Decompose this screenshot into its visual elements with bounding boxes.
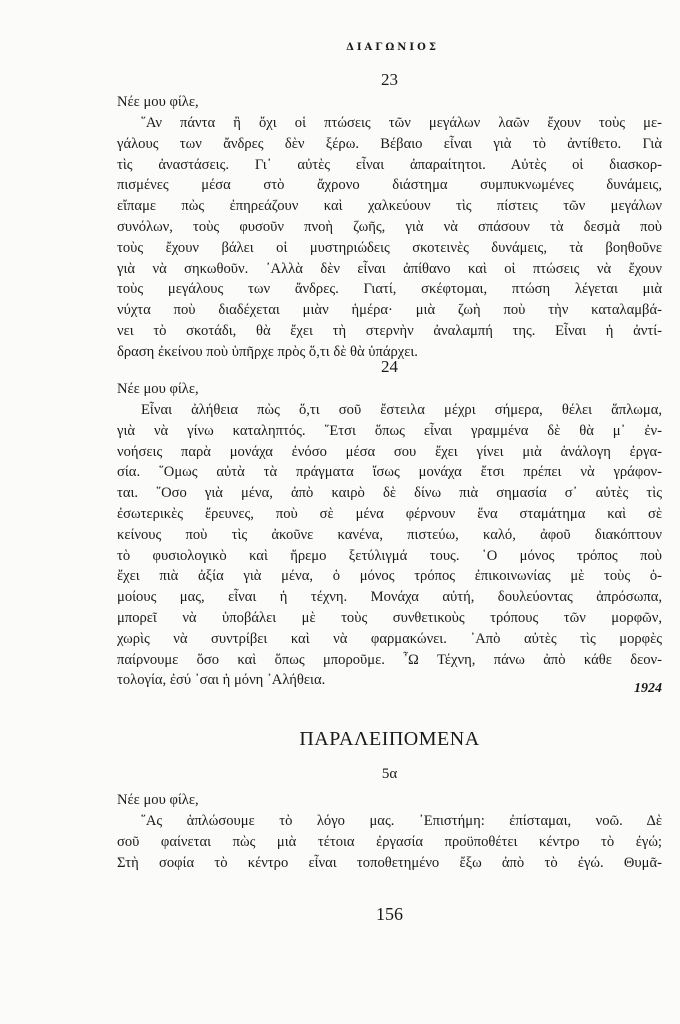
text-line: τὸ φυσιολογικὸ καὶ ἤρεμο ξετύλιγμά τους. ῾Ο μόνος τρόπος ποὺ (117, 547, 662, 564)
letter-body (117, 113, 662, 363)
text-line: Στὴ σοφία τὸ κέντρο εἶναι τοποθετημένο ἔξω ἀπὸ τὸ ἐγώ. Θυμᾶ- (117, 854, 662, 871)
text-line: γάλους των ἄνδρες δὲν ξέρω. Βέβαιο εἶναι γιὰ τὸ ἀντίθετο. Γιὰ (117, 135, 662, 152)
salutation: Νέε μου φίλε, (117, 792, 199, 808)
page-number: 156 (376, 904, 403, 924)
letter-date: 1924 (634, 681, 662, 696)
section-title: ΠΑΡΑΛΕΙΠΟΜΕΝΑ (299, 728, 480, 750)
text-line: μπορεῖ νὰ ὑποβάλει μὲ τοὺς συνθετικοὺς τρόπους τῶν μορφῶν, (117, 609, 662, 626)
text-line: Εἶναι ἀλήθεια πὼς ὅ,τι σοῦ ἔστειλα μέχρι σήμερα, θέλει ἅπλωμα, (141, 402, 662, 418)
text-line: γιὰ νὰ σηκωθοῦν. ᾿Αλλὰ δὲν εἶναι ἀπίθανο καὶ οἱ πτώσεις νὰ ἔχουν (117, 260, 662, 277)
text-line: τὶς ἀναστάσεις. Γι᾿ αὐτὲς εἶναι ἀπαραίτητοι. Αὐτὲς οἱ διασκορ- (117, 156, 662, 173)
letter-24 (117, 379, 662, 691)
salutation: Νέε μου φίλε, (117, 94, 199, 110)
letter-body (117, 811, 662, 873)
text-line: ῞Ας ἁπλώσουμε τὸ λόγο μας. ᾿Επιστήμη: ἐπίσταμαι, νοῶ. Δὲ (141, 813, 662, 829)
text-line: σοῦ φαίνεται πὼς μιὰ τέτοια ἐργασία προϋποθέτει κέντρο τὸ ἐγώ; (117, 833, 662, 850)
text-line: νύχτα ποὺ διαδέχεται μιὰν ἡμέρα· μιὰ ζωὴ ποὺ τὴν καταλαμβά- (117, 302, 662, 319)
text-line: χωρὶς νὰ συντρίβει καὶ νὰ φαρμακώνει. ᾿Απὸ αὐτὲς τὶς μορφὲς (117, 630, 662, 647)
text-line: παίρνουμε ὅσο καὶ ὅπως μποροῦμε. ῏Ω Τέχνη, πάνω ἀπὸ κάθε δεον- (117, 651, 662, 668)
running-head: ΔΙΑΓΩΝΙΟΣ (346, 42, 439, 53)
text-line: δραση ἐκείνου ποὺ ὑπῆρχε πρὸς ὅ,τι δὲ θὰ ὑπάρχει. (117, 343, 418, 360)
text-line: τοὺς ἔχουν βάλει οἱ μυστηριώδεις σκοτεινὲς δυνάμεις, τὰ βοηθοῦνε (117, 239, 662, 256)
letter-23 (117, 92, 662, 363)
text-line: ῞Αν πάντα ἢ ὄχι οἱ πτώσεις τῶν μεγάλων λαῶν ἔχουν τοὺς με- (141, 115, 662, 131)
text-line: εἴπαμε πὼς ἐπηρεάζουν καὶ χαλκεύουν τὶς πίστεις τῶν μεγάλων (117, 198, 662, 215)
letter-number: 5α (381, 766, 398, 782)
text-line: νοήσεις παρὰ μονάχα ἐνόσο μέσα σου ἔχει γίνει μιὰ ἀνάλογη ἐργα- (117, 443, 662, 460)
text-line: μοίους μας, εἶναι ἡ τέχνη. Μονάχα αὐτή, δουλεύοντας ἀπρόσωπα, (117, 589, 662, 606)
letter-body (117, 400, 662, 691)
text-line: συνόλων, τοὺς φυσοῦν πνοὴ ζωῆς, γιὰ νὰ σπάσουν τὰ δεσμὰ ποὺ (117, 218, 662, 235)
text-line: νει τὸ σκοτάδι, θὰ ἔχει τὴ στερνὴν ἀναλαμπή της. Εἶναι ἡ ἀντί- (117, 322, 662, 339)
salutation: Νέε μου φίλε, (117, 381, 199, 397)
text-line: ἔχει πιὰ ἀξία γιὰ μένα, ὁ μόνος τρόπος ἐπικοινωνίας μὲ τοὺς ὁ- (117, 568, 662, 585)
text-line: σία. ῞Ομως αὐτὰ τὰ πράγματα ἴσως μονάχα ἔτσι πρέπει νὰ γράφον- (117, 464, 662, 481)
text-line: τοὺς μεγάλους των ἄνδρες. Γιατί, σκέφτομαι, πτώση λέγεται μιὰ (117, 281, 662, 298)
letter-number: 24 (381, 357, 398, 376)
text-line: γιὰ νὰ γίνω καταληπτός. ῞Ετσι ὅπως εἶναι γραμμένα δὲ θὰ μ᾿ ἐν- (117, 422, 662, 439)
letter-5a (117, 790, 662, 873)
text-line: ἐσωτερικὲς ἔρευνες, ποὺ σὲ μένα φέρνουν ἕνα σταμάτημα καὶ σὲ (117, 505, 662, 522)
letter-number: 23 (381, 70, 398, 89)
text-line: κείνους ποὺ τὶς ἀκοῦνε κανένα, πιστεύω, καλό, ἀφοῦ διακόπτουν (117, 526, 662, 543)
text-line: ται. ῞Οσο γιὰ μένα, ἀπὸ καιρὸ δὲ δίνω πιὰ σημασία σ᾿ αὐτὲς τὶς (117, 485, 662, 502)
text-line: τολογία, ἐσύ ᾿σαι ἡ μόνη ᾿Αλήθεια. (117, 672, 326, 689)
text-line: πισμένες μέσα στὸ ἄχρονο διάστημα συμπυκνωμένες δυνάμεις, (117, 177, 662, 194)
